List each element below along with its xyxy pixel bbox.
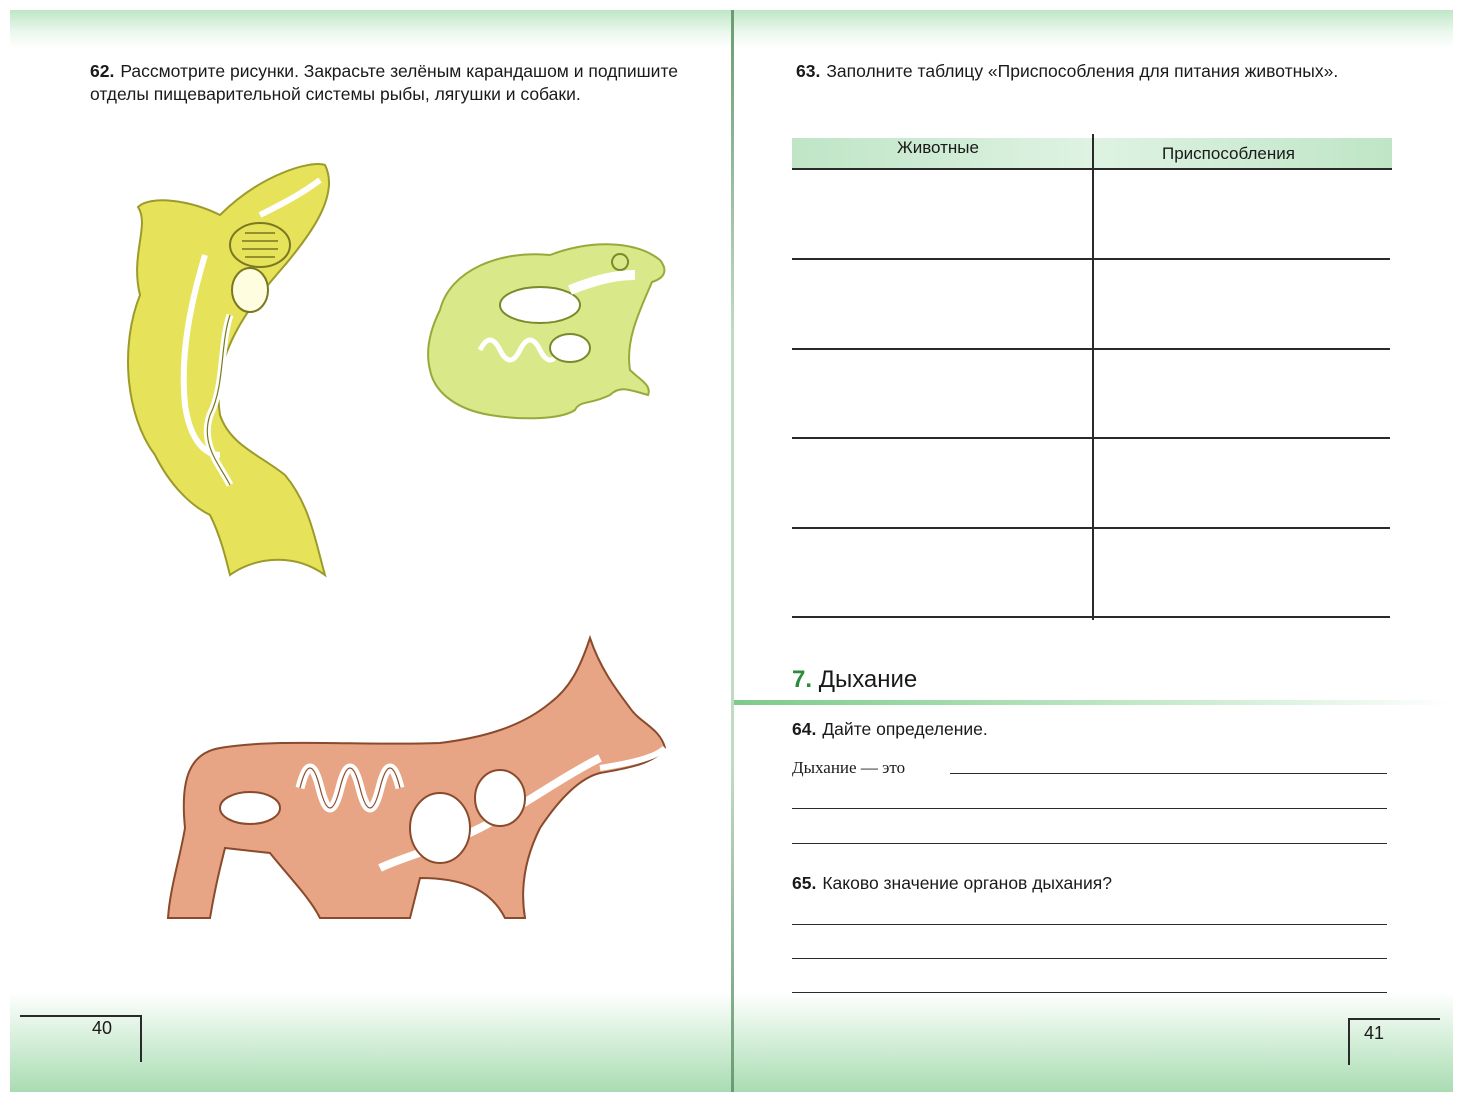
section-heading	[792, 666, 917, 694]
answer-line[interactable]	[792, 924, 1387, 925]
definition-prompt: Дыхание — это	[792, 758, 906, 777]
table-row-rule[interactable]	[792, 348, 1390, 350]
page-number-left: 40	[92, 1018, 113, 1038]
answer-line[interactable]	[792, 992, 1387, 993]
table-column-divider	[1092, 134, 1094, 620]
left-page	[10, 10, 731, 1092]
right-page	[734, 10, 1453, 1092]
task-62	[90, 60, 690, 106]
task-64-number: 64.	[792, 719, 817, 739]
section-number: 7.	[792, 666, 813, 693]
table-row-rule[interactable]	[792, 616, 1390, 618]
page-number-box-right	[1348, 1018, 1440, 1065]
table-row-rule[interactable]	[792, 258, 1390, 260]
table-header-animals: Животные	[897, 138, 979, 157]
task-64-text: Дайте определение.	[822, 719, 988, 739]
table-row-rule[interactable]	[792, 437, 1390, 439]
page-number-box-left	[20, 1015, 142, 1062]
task-65-number: 65.	[792, 873, 817, 893]
fish-digestive-illustration	[110, 155, 350, 585]
answer-line[interactable]	[950, 773, 1387, 774]
answer-line[interactable]	[792, 958, 1387, 959]
task-63-text: Заполните таблицу «Приспособления для питания животных».	[826, 61, 1339, 81]
task-62-text: Рассмотрите рисунки. Закрасьте зелёным карандашом и подпишите отделы пищеварительной системы рыбы, лягушки и собаки.	[90, 61, 678, 104]
task-62-number: 62.	[90, 61, 115, 81]
adaptations-table	[792, 130, 1392, 620]
dog-digestive-illustration	[160, 628, 670, 928]
task-63	[796, 60, 1401, 83]
task-65-text: Каково значение органов дыхания?	[822, 873, 1112, 893]
section-rule	[734, 700, 1453, 705]
task-64	[792, 718, 988, 741]
table-row-rule[interactable]	[792, 527, 1390, 529]
task-63-number: 63.	[796, 61, 821, 81]
frog-digestive-illustration	[420, 230, 670, 440]
page-number-right: 41	[1364, 1023, 1385, 1043]
table-header-adaptations: Приспособления	[1162, 144, 1295, 163]
answer-line[interactable]	[792, 808, 1387, 809]
answer-line[interactable]	[792, 843, 1387, 844]
task-65	[792, 872, 1112, 895]
section-title-text: Дыхание	[818, 666, 918, 693]
